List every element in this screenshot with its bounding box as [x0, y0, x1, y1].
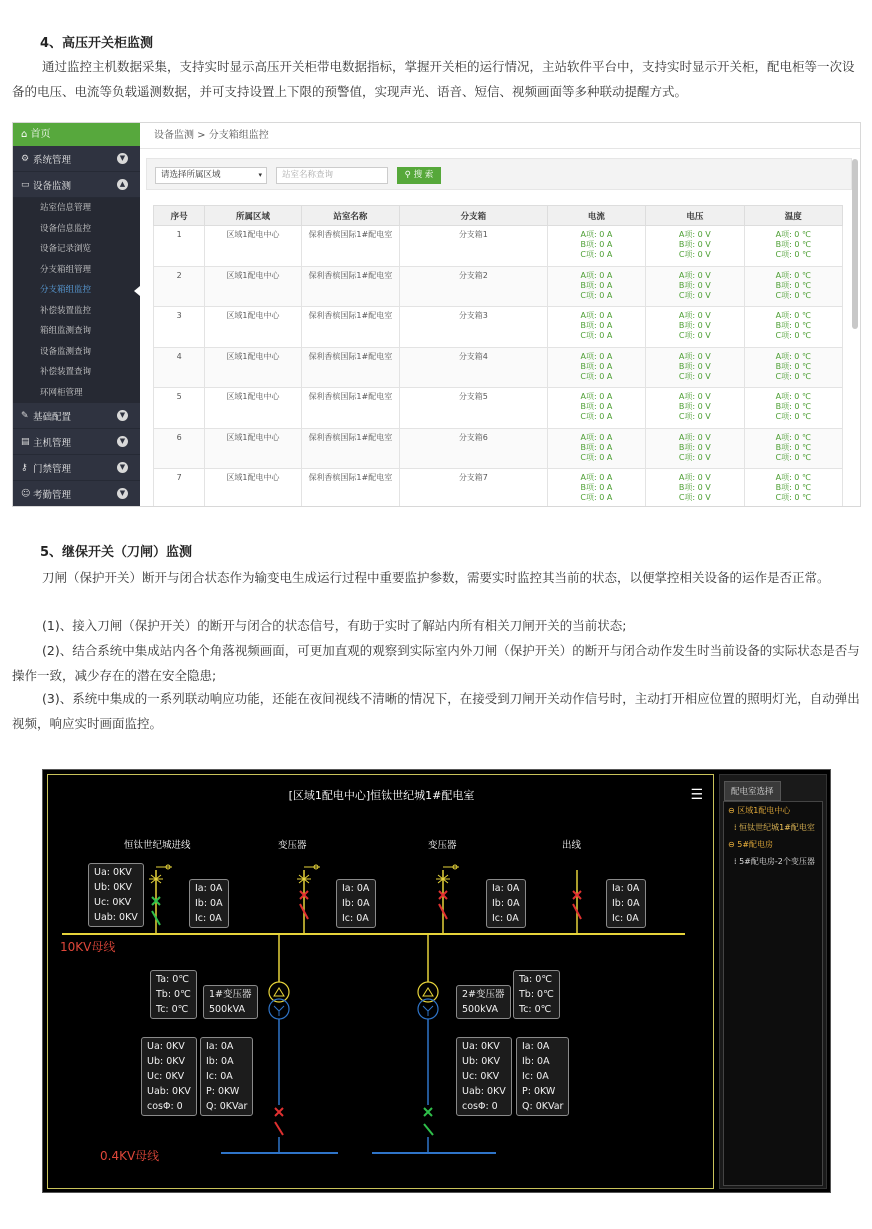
transformer-2-label: 变压器	[428, 840, 457, 851]
area-name: 区域1配电中心	[226, 473, 280, 482]
reading: Ia: 0A	[195, 883, 223, 894]
temp-c: C项: 0 ℃	[775, 250, 811, 259]
tree-node-label: 区域1配电中心	[737, 806, 791, 815]
sidebar-item-attendance[interactable]	[13, 481, 140, 507]
sidebar-subitem[interactable]: 分支箱组管理	[13, 260, 140, 281]
reading: Ia: 0A	[342, 883, 370, 894]
area-name: 区域1配电中心	[226, 432, 280, 442]
table-row	[154, 469, 843, 508]
table-cell	[646, 226, 744, 267]
column-header: 温度	[744, 206, 842, 226]
sidebar-subitem[interactable]: 设备信息监控	[13, 219, 140, 240]
table-cell	[400, 226, 548, 267]
table-cell	[301, 428, 399, 469]
room-select-tab[interactable]: 配电室选择	[724, 781, 781, 801]
table-cell	[547, 469, 645, 508]
room-name: 保利香槟国际1#配电室	[308, 270, 393, 280]
row-number: 6	[176, 432, 182, 442]
reading: Ub: 0KV	[147, 1056, 185, 1067]
collapse-icon: ⊖	[728, 840, 738, 849]
voltage-b: B项: 0 V	[678, 321, 711, 330]
voltage-b: B项: 0 V	[678, 240, 711, 249]
temp-a: A项: 0 ℃	[775, 351, 811, 361]
reading: Ua: 0KV	[462, 1041, 500, 1052]
server-icon: ▤	[21, 436, 30, 447]
voltage-b: B项: 0 V	[678, 402, 711, 411]
reading: Uab: 0KV	[147, 1086, 191, 1097]
column-header: 电流	[547, 206, 645, 226]
current-b: B项: 0 A	[580, 280, 613, 290]
section-5-title: 5、继保开关（刀闸）监测	[40, 545, 193, 560]
reading: Tb: 0℃	[156, 989, 191, 1000]
outgoing-current-box	[606, 879, 646, 928]
sidebar-item-label: 设备监测	[33, 180, 72, 192]
temp-b: B项: 0 ℃	[775, 321, 811, 330]
room-name: 保利香槟国际1#配电室	[308, 473, 393, 482]
sidebar-item-label: 系统管理	[33, 154, 72, 166]
key-icon: ⚷	[21, 462, 28, 473]
reading: Ub: 0KV	[94, 882, 132, 893]
voltage-c: C项: 0 V	[678, 371, 711, 381]
section-4-title: 4、高压开关柜监测	[40, 36, 154, 51]
voltage-a: A项: 0 V	[678, 270, 711, 280]
table-row	[154, 307, 843, 348]
table-cell	[301, 226, 399, 267]
voltage-a: A项: 0 V	[678, 311, 711, 320]
table-cell	[205, 307, 301, 348]
voltage-c: C项: 0 V	[678, 452, 711, 462]
sidebar-subitem[interactable]: 站室信息管理	[13, 198, 140, 219]
reading: Ua: 0KV	[147, 1041, 185, 1052]
column-header: 电压	[646, 206, 744, 226]
collapse-icon: ⊖	[728, 806, 738, 815]
lv1-power-box	[200, 1037, 253, 1116]
current-c: C项: 0 A	[580, 452, 613, 462]
monitor-icon: ▭	[21, 179, 30, 190]
current-a: A项: 0 A	[580, 270, 613, 280]
sidebar-subitem-active[interactable]: 分支箱组监控	[13, 280, 140, 301]
current-b: B项: 0 A	[580, 240, 613, 249]
room-name: 保利香槟国际1#配电室	[308, 230, 393, 239]
area-name: 区域1配电中心	[226, 392, 280, 401]
temp-c: C项: 0 ℃	[775, 493, 811, 502]
row-number: 1	[176, 230, 182, 239]
sidebar-item-host[interactable]	[13, 429, 140, 455]
row-number: 2	[176, 270, 182, 280]
temp-b: B项: 0 ℃	[775, 442, 811, 452]
voltage-a: A项: 0 V	[678, 230, 711, 239]
current-c: C项: 0 A	[580, 250, 613, 259]
room-select-panel	[719, 774, 827, 1189]
room-tree	[723, 801, 823, 1186]
table-cell	[400, 307, 548, 348]
table-cell	[205, 428, 301, 469]
row-number: 5	[176, 392, 182, 401]
tree-node-label: 5#配电房	[737, 840, 774, 849]
lv1-voltage-box	[141, 1037, 197, 1116]
current-b: B项: 0 A	[580, 402, 613, 411]
table-cell	[301, 388, 399, 429]
table-cell	[301, 469, 399, 508]
current-c: C项: 0 A	[580, 331, 613, 340]
reading: cosΦ: 0	[462, 1101, 498, 1112]
voltage-a: A项: 0 V	[678, 392, 711, 401]
reading: Ia: 0A	[522, 1041, 550, 1052]
reading: Uc: 0KV	[147, 1071, 185, 1082]
voltage-a: A项: 0 V	[678, 351, 711, 361]
temp-b: B项: 0 ℃	[775, 240, 811, 249]
table-cell	[744, 347, 842, 388]
voltage-c: C项: 0 V	[678, 290, 711, 300]
branch-box-table	[153, 205, 843, 507]
voltage-a: A项: 0 V	[678, 473, 711, 482]
branch-box-name: 分支箱5	[458, 392, 488, 401]
branch-box-name: 分支箱2	[458, 270, 488, 280]
temp-c: C项: 0 ℃	[775, 452, 811, 462]
room-name: 保利香槟国际1#配电室	[308, 311, 393, 320]
incoming-current-box	[189, 879, 229, 928]
table-cell	[547, 226, 645, 267]
reading: Ic: 0A	[206, 1071, 233, 1082]
sidebar-subitem[interactable]: 补偿装置查询	[13, 362, 140, 383]
current-b: B项: 0 A	[580, 361, 613, 371]
transformer-2-temp-box	[513, 970, 560, 1019]
chevron-down-icon: ▼	[117, 462, 128, 473]
temp-c: C项: 0 ℃	[775, 371, 811, 381]
table-cell	[646, 307, 744, 348]
wrench-icon: ✎	[21, 410, 29, 421]
reading: Ib: 0A	[206, 1056, 234, 1067]
table-cell	[154, 226, 205, 267]
area-name: 区域1配电中心	[226, 230, 280, 239]
area-select-value: 请选择所属区域	[161, 170, 221, 180]
tree-node-room[interactable]	[724, 819, 822, 836]
sidebar-subitem[interactable]: 箱组监测查询	[13, 321, 140, 342]
temp-c: C项: 0 ℃	[775, 331, 811, 340]
table-cell	[400, 266, 548, 307]
chevron-up-icon: ▲	[117, 179, 128, 190]
temp-a: A项: 0 ℃	[775, 311, 811, 320]
incoming-voltage-box	[88, 863, 144, 927]
table-cell	[547, 266, 645, 307]
table-cell	[744, 469, 842, 508]
chevron-down-icon: ▼	[117, 488, 128, 499]
table-cell	[205, 347, 301, 388]
sidebar-item-label: 门禁管理	[33, 463, 72, 475]
reading: Ub: 0KV	[462, 1056, 500, 1067]
single-line-diagram	[47, 774, 714, 1189]
search-icon: ⚲	[404, 170, 414, 180]
current-c: C项: 0 A	[580, 290, 613, 300]
room-search-input[interactable]: 站室名称查询	[276, 167, 388, 184]
voltage-c: C项: 0 V	[678, 493, 711, 502]
lv2-voltage-box	[456, 1037, 512, 1116]
table-cell	[154, 428, 205, 469]
reading: P: 0KW	[206, 1086, 240, 1097]
table-cell	[646, 469, 744, 508]
current-b: B项: 0 A	[580, 442, 613, 452]
room-name: 保利香槟国际1#配电室	[308, 432, 393, 442]
section-5-point-2: (2)、结合系统中集成站内各个角落视频画面，可更加直观的观察到实际室内外刀闸（保护开关）的断开与闭合动作发生时当前设备的实际状态是否与操作一致，减少存在的潜在安全隐患;	[12, 643, 860, 683]
sidebar-item-label: 考勤管理	[33, 489, 72, 501]
tree-node-label: 5#配电房-2个变压器	[739, 857, 815, 866]
row-number: 4	[176, 351, 182, 361]
tree-node-sub[interactable]	[724, 853, 822, 870]
table-cell	[154, 388, 205, 429]
reading: Ic: 0A	[195, 913, 222, 924]
table-cell	[547, 388, 645, 429]
diagram-title: [区域1配电中心]恒钛世纪城1#配电室	[288, 789, 475, 802]
breadcrumb: 设备监测 > 分支箱组监控	[140, 123, 860, 149]
search-button[interactable]	[397, 167, 441, 184]
current-b: B项: 0 A	[580, 483, 613, 492]
reading: cosΦ: 0	[147, 1101, 183, 1112]
table-cell	[154, 347, 205, 388]
voltage-b: B项: 0 V	[678, 361, 711, 371]
table-cell	[400, 428, 548, 469]
table-cell	[744, 428, 842, 469]
chevron-down-icon: ▼	[117, 153, 128, 164]
room-name: 保利香槟国际1#配电室	[308, 392, 393, 401]
table-cell	[646, 266, 744, 307]
temp-b: B项: 0 ℃	[775, 280, 811, 290]
table-cell	[205, 226, 301, 267]
sidebar-item-access[interactable]	[13, 455, 140, 481]
reading: Uc: 0KV	[94, 897, 132, 908]
reading: Ta: 0℃	[519, 974, 552, 985]
voltage-b: B项: 0 V	[678, 442, 711, 452]
branch-box-name: 分支箱1	[458, 230, 488, 239]
section-5-point-1: (1)、接入刀闸（保护开关）的断开与闭合的状态信号，有助于实时了解站内所有相关刀闸开关的当前状态;	[42, 618, 627, 633]
transformer-name: 1#变压器	[209, 989, 252, 1000]
reading: Ib: 0A	[522, 1056, 550, 1067]
filter-bar	[146, 158, 852, 190]
current-a: A项: 0 A	[580, 230, 613, 239]
table-cell	[205, 266, 301, 307]
sidebar-home[interactable]	[13, 123, 140, 146]
current-a: A项: 0 A	[580, 351, 613, 361]
branch-box-name: 分支箱7	[458, 473, 488, 482]
transformer-capacity: 500kVA	[462, 1004, 499, 1015]
outgoing-label: 出线	[562, 840, 582, 851]
search-button-label: 搜 索	[413, 170, 434, 180]
reading: Ib: 0A	[195, 898, 223, 909]
sidebar-item-base-config[interactable]	[13, 403, 140, 429]
temp-b: B项: 0 ℃	[775, 483, 811, 492]
voltage-c: C项: 0 V	[678, 250, 711, 259]
temp-b: B项: 0 ℃	[775, 361, 811, 371]
reading: Ib: 0A	[342, 898, 370, 909]
temp-a: A项: 0 ℃	[775, 392, 811, 401]
reading: Q: 0KVar	[522, 1101, 564, 1112]
reading: Ia: 0A	[206, 1041, 234, 1052]
area-name: 区域1配电中心	[226, 311, 280, 320]
transformer-1-temp-box	[150, 970, 197, 1019]
table-cell	[744, 266, 842, 307]
table-cell	[154, 266, 205, 307]
temp-a: A项: 0 ℃	[775, 473, 811, 482]
reading: Ic: 0A	[342, 913, 369, 924]
table-row	[154, 388, 843, 429]
reading: Ic: 0A	[522, 1071, 549, 1082]
reading: Uab: 0KV	[462, 1086, 506, 1097]
sidebar-item-system[interactable]	[13, 146, 140, 172]
voltage-b: B项: 0 V	[678, 280, 711, 290]
section-4-paragraph: 通过监控主机数据采集，支持实时显示高压开关柜带电数据指标，掌握开关柜的运行情况，主站软件平台中，支持实时显示开关柜，配电柜等一次设备的电压、电流等负载遥测数据，并可支持设置上下限的预警值，实现声光、语音、短信、视频画面等多种联动提醒方式。	[12, 59, 855, 99]
row-number: 7	[176, 473, 182, 482]
branch-box-name: 分支箱3	[458, 311, 488, 320]
current-a: A项: 0 A	[580, 311, 613, 320]
table-row	[154, 428, 843, 469]
current-a: A项: 0 A	[580, 473, 613, 482]
reading: Ib: 0A	[612, 898, 640, 909]
column-header: 站室名称	[301, 206, 399, 226]
reading: Ic: 0A	[492, 913, 519, 924]
temp-a: A项: 0 ℃	[775, 432, 811, 442]
section-5-paragraph: 刀闸（保护开关）断开与闭合状态作为输变电生成运行过程中重要监护参数，需要实时监控其当前的状态，以便掌控相关设备的运作是否正常。	[42, 570, 830, 585]
table-cell	[646, 428, 744, 469]
temp-a: A项: 0 ℃	[775, 270, 811, 280]
reading: Ic: 0A	[612, 913, 639, 924]
table-cell	[744, 226, 842, 267]
voltage-c: C项: 0 V	[678, 412, 711, 421]
current-c: C项: 0 A	[580, 412, 613, 421]
sidebar-subitem[interactable]: 设备监测查询	[13, 342, 140, 363]
voltage-c: C项: 0 V	[678, 331, 711, 340]
gear-icon: ⚙	[21, 153, 30, 164]
sidebar-subitem[interactable]: 设备记录浏览	[13, 239, 140, 260]
reading: Ua: 0KV	[94, 867, 132, 878]
table-cell	[547, 347, 645, 388]
reading: Uc: 0KV	[462, 1071, 500, 1082]
sidebar-subitem[interactable]: 补偿装置监控	[13, 301, 140, 322]
room-name: 保利香槟国际1#配电室	[308, 351, 393, 361]
table-cell	[400, 469, 548, 508]
bus-10kv-label: 10KV母线	[60, 940, 116, 954]
current-c: C项: 0 A	[580, 371, 613, 381]
sidebar-item-label: 基础配置	[33, 411, 72, 423]
column-header: 分支箱	[400, 206, 548, 226]
temp-c: C项: 0 ℃	[775, 412, 811, 421]
incoming-label: 恒钛世纪城进线	[124, 840, 191, 851]
reading: Q: 0KVar	[206, 1101, 248, 1112]
voltage-a: A项: 0 V	[678, 432, 711, 442]
transformer-capacity: 500kVA	[209, 1004, 246, 1015]
table-cell	[205, 469, 301, 508]
temp-a: A项: 0 ℃	[775, 230, 811, 239]
select-arrow-icon: ▾	[258, 171, 262, 179]
lv2-power-box	[516, 1037, 569, 1116]
column-header: 序号	[154, 206, 205, 226]
table-cell	[205, 388, 301, 429]
table-cell	[744, 388, 842, 429]
reading: Ia: 0A	[612, 883, 640, 894]
section-5-point-3: (3)、系统中集成的一系列联动响应功能，还能在夜间视线不清晰的情况下，在接受到刀闸开关动作信号时，主动打开相应位置的照明灯光，自动弹出视频，响应实时画面监控。	[12, 691, 860, 731]
current-a: A项: 0 A	[580, 432, 613, 442]
reading: Tc: 0℃	[519, 1004, 552, 1015]
column-header: 所属区域	[205, 206, 301, 226]
temp-b: B项: 0 ℃	[775, 402, 811, 411]
bus-04kv-label: 0.4KV母线	[100, 1149, 160, 1163]
transformer-1-name-box	[203, 985, 258, 1019]
table-cell	[301, 266, 399, 307]
row-number: 3	[176, 311, 182, 320]
table-cell	[400, 388, 548, 429]
home-icon: ⌂	[21, 129, 31, 140]
reading: Uab: 0KV	[94, 912, 138, 923]
area-name: 区域1配电中心	[226, 351, 280, 361]
reading: P: 0KW	[522, 1086, 556, 1097]
reading: Ib: 0A	[492, 898, 520, 909]
table-cell	[547, 307, 645, 348]
sidebar-item-device-monitor[interactable]	[13, 172, 140, 198]
table-cell	[301, 307, 399, 348]
chevron-down-icon: ▼	[117, 436, 128, 447]
current-a: A项: 0 A	[580, 392, 613, 401]
branch-box-name: 分支箱6	[458, 432, 488, 442]
home-label: 首页	[30, 129, 51, 140]
current-b: B项: 0 A	[580, 321, 613, 330]
transformer-name: 2#变压器	[462, 989, 505, 1000]
table-row	[154, 226, 843, 267]
sidebar-subitem[interactable]: 环网柜管理	[13, 383, 140, 404]
transformer-2-current-box	[486, 879, 526, 928]
table-cell	[646, 388, 744, 429]
reading: Ta: 0℃	[156, 974, 189, 985]
table-cell	[646, 347, 744, 388]
table-cell	[547, 428, 645, 469]
user-icon: ☺	[21, 488, 31, 499]
leaf-icon: ⁞	[734, 823, 740, 832]
tree-node-label: 恒钛世纪城1#配电室	[739, 823, 815, 832]
table-cell	[301, 347, 399, 388]
tree-node-region[interactable]	[724, 802, 822, 819]
transformer-2-name-box	[456, 985, 511, 1019]
temp-c: C项: 0 ℃	[775, 290, 811, 300]
main-content	[140, 123, 860, 507]
area-name: 区域1配电中心	[226, 270, 280, 280]
menu-icon[interactable]: ☰	[690, 787, 703, 803]
table-cell	[400, 347, 548, 388]
table-row	[154, 266, 843, 307]
reading: Tb: 0℃	[519, 989, 554, 1000]
switch-diagram-screenshot	[42, 769, 831, 1193]
leaf-icon: ⁞	[734, 857, 740, 866]
current-c: C项: 0 A	[580, 493, 613, 502]
sidebar-item-label: 主机管理	[33, 437, 72, 449]
table-row	[154, 347, 843, 388]
area-select[interactable]	[155, 167, 267, 184]
reading: Tc: 0℃	[156, 1004, 189, 1015]
transformer-1-current-box	[336, 879, 376, 928]
branch-box-name: 分支箱4	[458, 351, 488, 361]
reading: Ia: 0A	[492, 883, 520, 894]
table-cell	[154, 307, 205, 348]
switchgear-monitor-screenshot	[12, 122, 861, 507]
table-cell	[744, 307, 842, 348]
tree-node-group[interactable]	[724, 836, 822, 853]
sidebar	[13, 123, 140, 507]
transformer-1-label: 变压器	[278, 840, 307, 851]
voltage-b: B项: 0 V	[678, 483, 711, 492]
chevron-down-icon: ▼	[117, 410, 128, 421]
vertical-scrollbar[interactable]	[852, 159, 858, 329]
table-cell	[154, 469, 205, 508]
